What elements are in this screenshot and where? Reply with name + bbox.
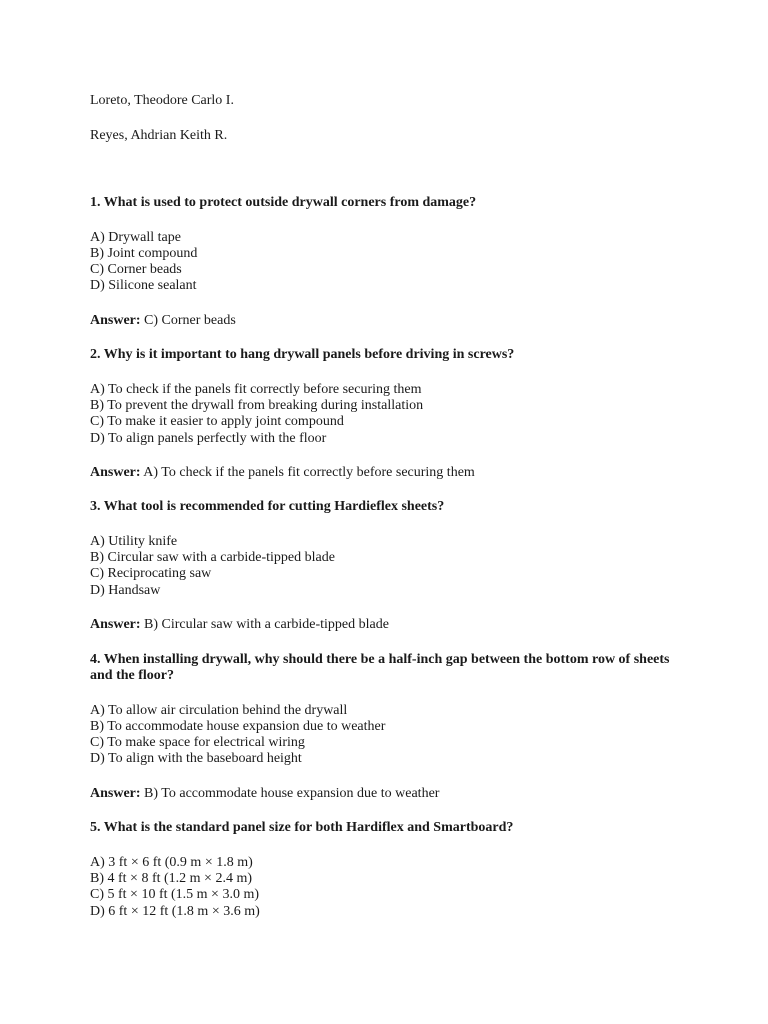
option-item: D) To align with the baseboard height: [90, 751, 302, 767]
answer-text: B) Circular saw with a carbide-tipped blade: [144, 617, 389, 633]
option-item: B) 4 ft × 8 ft (1.2 m × 2.4 m): [90, 871, 252, 887]
author-list: [90, 92, 680, 145]
question-text: 2. Why is it important to hang drywall panels before driving in screws?: [90, 347, 515, 363]
answer-line: [90, 617, 680, 634]
option-item: B) Circular saw with a carbide-tipped blade: [90, 550, 335, 566]
option-item: C) 5 ft × 10 ft (1.5 m × 3.0 m): [90, 887, 259, 903]
option-item: B) To prevent the drywall from breaking during installation: [90, 397, 424, 413]
answer-text: C) Corner beads: [144, 312, 236, 328]
option-item: C) Reciprocating saw: [90, 566, 212, 582]
question-text: 4. When installing drywall, why should there be a half-inch gap between the bottom row of sheets and the floor?: [90, 651, 670, 684]
option-item: C) To make it easier to apply joint compound: [90, 414, 344, 430]
question-text: 5. What is the standard panel size for both Hardiflex and Smartboard?: [90, 820, 514, 836]
answer-label: Answer:: [90, 312, 141, 328]
option-item: D) Handsaw: [90, 582, 161, 598]
question-block: [90, 820, 680, 920]
author-name: Loreto, Theodore Carlo I.: [90, 93, 234, 108]
question-text: 1. What is used to protect outside drywall corners from damage?: [90, 195, 477, 210]
answer-text: A) To check if the panels fit correctly before securing them: [143, 464, 475, 480]
option-item: C) To make space for electrical wiring: [90, 735, 305, 751]
question-block: [90, 499, 680, 633]
options-list: [90, 230, 680, 295]
answer-text: B) To accommodate house expansion due to weather: [144, 785, 440, 801]
answer-line: [90, 313, 680, 330]
option-item: A) To check if the panels fit correctly before securing them: [90, 381, 422, 397]
answer-line: [90, 786, 680, 803]
option-item: B) To accommodate house expansion due to weather: [90, 718, 386, 734]
option-item: A) To allow air circulation behind the drywall: [90, 702, 348, 718]
option-item: A) Utility knife: [90, 533, 178, 549]
option-item: D) Silicone sealant: [90, 278, 197, 294]
question-block: [90, 652, 680, 803]
options-list: [90, 534, 680, 599]
answer-label: Answer:: [90, 785, 141, 801]
option-item: B) Joint compound: [90, 245, 198, 261]
options-list: [90, 382, 680, 447]
spacer: [90, 162, 680, 195]
options-list: [90, 855, 680, 920]
document-page: [90, 92, 680, 938]
answer-label: Answer:: [90, 617, 141, 633]
option-item: D) To align panels perfectly with the floor: [90, 430, 327, 446]
answer-line: [90, 465, 680, 482]
question-block: [90, 195, 680, 329]
author-name: Reyes, Ahdrian Keith R.: [90, 128, 228, 143]
option-item: A) 3 ft × 6 ft (0.9 m × 1.8 m): [90, 854, 253, 870]
option-item: D) 6 ft × 12 ft (1.8 m × 3.6 m): [90, 903, 260, 919]
options-list: [90, 703, 680, 768]
option-item: C) Corner beads: [90, 262, 182, 278]
question-block: [90, 347, 680, 481]
question-text: 3. What tool is recommended for cutting Hardieflex sheets?: [90, 499, 445, 515]
answer-label: Answer:: [90, 464, 141, 480]
option-item: A) Drywall tape: [90, 229, 181, 245]
